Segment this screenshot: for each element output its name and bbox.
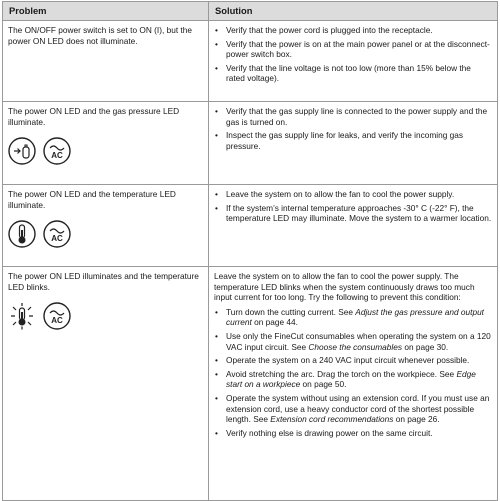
page-reference: on page 44.	[251, 317, 298, 328]
solution-text: Verify nothing else is drawing power on the same circuit.	[226, 427, 433, 438]
table-row	[3, 267, 498, 501]
cross-reference: Choose the consumables	[308, 341, 403, 352]
table-row	[3, 21, 498, 102]
solution-item: • Verify that the power is on at the main power panel or at the disconnect-power switch box.	[214, 39, 492, 60]
solution-cell	[209, 267, 498, 501]
page-reference: on page 50.	[300, 379, 347, 390]
ac-power-icon	[43, 220, 71, 248]
table-row	[3, 185, 498, 267]
svg-text:AC: AC	[51, 316, 63, 326]
solution-item: • Leave the system on to allow the fan to cool the power supply.	[214, 189, 492, 200]
solution-item: • Verify that the line voltage is not too low (more than 15% below the rated voltage).	[214, 63, 492, 84]
solution-item: • Verify that the power cord is plugged into the receptacle.	[214, 25, 492, 36]
problem-cell	[3, 102, 209, 185]
svg-text:AC: AC	[51, 234, 63, 244]
solution-cell	[209, 21, 498, 102]
solution-list	[214, 307, 492, 439]
problem-cell	[3, 185, 209, 267]
table-row	[3, 102, 498, 185]
cross-reference: Extension cord recommendations	[270, 414, 394, 425]
svg-text:AC: AC	[51, 151, 63, 161]
solution-item	[214, 393, 492, 425]
page-reference: on page 30.	[402, 341, 449, 352]
problem-cell	[3, 21, 209, 102]
problem-text: The power ON LED and the temperature LED illuminate.	[8, 189, 176, 210]
solution-column-header: Solution	[209, 2, 498, 21]
solution-cell	[209, 185, 498, 267]
solution-list	[214, 106, 492, 151]
troubleshooting-table-container	[2, 1, 497, 501]
led-icon-group	[8, 137, 203, 165]
ac-power-icon	[43, 137, 71, 165]
solution-item: • Inspect the gas supply line for leaks, and verify the incoming gas pressure.	[214, 130, 492, 151]
solution-list	[214, 189, 492, 224]
solution-item: • If the system’s internal temperature approaches -30° C (-22° F), the temperature LED may illuminate. Move the system to a warmer location.	[214, 203, 492, 224]
solution-cell	[209, 102, 498, 185]
solution-text: Operate the system without using an extension cord. If you must use an extension cord, use a heavy conductor cord of the shortest possible length. See	[226, 392, 490, 425]
solution-item	[214, 355, 492, 366]
solution-list	[214, 25, 492, 84]
gas-pressure-icon	[8, 137, 36, 165]
cross-reference: Edge start on a workpiece	[226, 368, 476, 390]
table-header-row	[3, 2, 498, 21]
solution-intro: Leave the system on to allow the fan to cool the power supply. The temperature LED blinks when the system continuously draws too much input current for too long. Try the following to prevent this condition:	[214, 271, 475, 303]
led-icon-group	[8, 220, 203, 248]
solution-text: Avoid stretching the arc. Drag the torch on the workpiece. See	[226, 368, 457, 379]
solution-text: Use only the FineCut consumables when operating the system on a 120 VAC input circuit. See	[226, 330, 491, 352]
blinking-temperature-icon	[8, 302, 36, 330]
solution-item	[214, 307, 492, 328]
solution-item	[214, 428, 492, 439]
problem-column-header: Problem	[3, 2, 209, 21]
troubleshooting-table	[2, 1, 498, 501]
page-reference: on page 26.	[393, 414, 440, 425]
led-icon-group	[8, 302, 203, 330]
solution-item: • Verify that the gas supply line is connected to the power supply and the gas is turned on.	[214, 106, 492, 127]
problem-cell	[3, 267, 209, 501]
problem-text: The power ON LED and the gas pressure LED illuminate.	[8, 106, 180, 127]
problem-text: The ON/OFF power switch is set to ON (I), but the power ON LED does not illuminate.	[8, 25, 192, 46]
solution-text: Turn down the cutting current. See	[226, 306, 356, 317]
solution-item	[214, 369, 492, 390]
solution-item	[214, 331, 492, 352]
cross-reference: Adjust the gas pressure and output current	[226, 306, 484, 328]
solution-text: Operate the system on a 240 VAC input circuit whenever possible.	[226, 355, 470, 366]
temperature-icon	[8, 220, 36, 248]
ac-power-icon	[43, 302, 71, 330]
problem-text: The power ON LED illuminates and the temperature LED blinks.	[8, 271, 199, 292]
